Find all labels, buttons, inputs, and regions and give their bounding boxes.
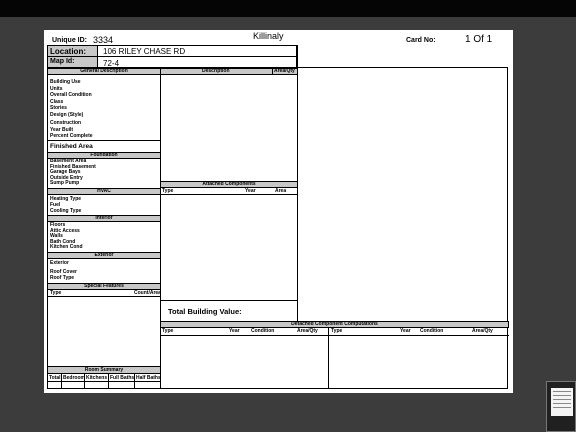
hvac-list xyxy=(50,196,81,214)
divider xyxy=(160,194,298,195)
int-floors: Floors xyxy=(50,222,66,228)
exterior-list xyxy=(50,260,77,281)
detached-condition-column-1: Condition xyxy=(251,328,275,334)
fd-garage-bays: Garage Bays xyxy=(50,169,81,175)
detached-area-qty-column-2: Area/Qty xyxy=(472,328,493,334)
divider xyxy=(160,335,509,336)
gd-class: Class xyxy=(50,98,64,105)
app-top-bar xyxy=(0,0,576,17)
detached-type-column-1: Type xyxy=(162,328,174,334)
divider xyxy=(47,296,161,297)
gd-percent-complete: Percent Complete xyxy=(50,133,93,139)
property-card-page xyxy=(44,30,513,393)
unique-id-label: Unique ID: xyxy=(52,37,87,44)
divider xyxy=(84,373,85,389)
ext-roof-type: Roof Type xyxy=(50,275,75,281)
sf-count-area-column: Count/Area xyxy=(134,290,161,296)
main-frame xyxy=(47,67,508,389)
sf-type-column: Type xyxy=(50,290,62,296)
interior-header: Interior xyxy=(47,215,161,222)
divider xyxy=(553,391,571,392)
fd-outside-entry: Outside Entry xyxy=(50,174,83,181)
room-kitchens-column: Kitchens xyxy=(86,375,108,381)
room-half-baths-column: Half Baths xyxy=(136,375,161,381)
gd-construction: Construction xyxy=(50,120,82,126)
total-building-value-label: Total Building Value: xyxy=(168,307,242,316)
map-label: Map Id: xyxy=(50,58,75,65)
divider xyxy=(108,373,109,389)
int-bath-cond: Bath Cond xyxy=(50,238,76,245)
description-header xyxy=(160,68,298,75)
location-label: Location: xyxy=(50,47,86,56)
detached-area-qty-column-1: Area/Qty xyxy=(297,328,318,334)
hvac-heating-type: Heating Type xyxy=(50,196,82,202)
divider xyxy=(553,395,571,396)
fd-finished-basement: Finished Basement xyxy=(50,163,96,170)
exterior-header: Exterior xyxy=(47,252,161,259)
fd-sump-pump: Sump Pump xyxy=(50,180,80,186)
room-total-column: Total xyxy=(49,375,61,381)
location-value: 106 RILEY CHASE RD xyxy=(103,47,186,56)
divider xyxy=(47,381,161,382)
foundation-list xyxy=(50,159,96,187)
room-full-baths-column: Full Baths xyxy=(110,375,135,381)
int-attic-access: Attic Access xyxy=(50,227,80,234)
divider xyxy=(553,407,571,408)
int-kitchen-cond: Kitchen Cond xyxy=(50,244,83,250)
divider xyxy=(134,373,135,389)
divider xyxy=(328,327,329,389)
description-title: Description xyxy=(202,68,230,74)
divider xyxy=(160,300,298,301)
gd-building-use: Building Use xyxy=(50,79,81,85)
room-summary-header: Room Summary xyxy=(47,366,161,374)
divider xyxy=(553,399,571,400)
hvac-header: HVAC xyxy=(47,188,161,195)
card-number-value: 1 Of 1 xyxy=(465,34,493,45)
general-description-header: General Description xyxy=(47,68,161,75)
town-name: Killinaly xyxy=(253,31,284,41)
detached-condition-column-2: Condition xyxy=(420,328,444,334)
interior-list xyxy=(50,223,83,251)
divider xyxy=(553,403,571,404)
fd-basement-area: Basement Area xyxy=(50,158,87,164)
hvac-cooling-type: Cooling Type xyxy=(50,208,82,214)
gd-units: Units xyxy=(50,85,63,92)
special-features-header: Special Features xyxy=(47,283,161,290)
room-bedroom-column: Bedroom xyxy=(63,375,85,381)
hvac-fuel: Fuel xyxy=(50,202,61,208)
detached-type-column-2: Type xyxy=(331,328,343,334)
finished-area-label: Finished Area xyxy=(50,143,93,150)
gd-design-style: Design (Style) xyxy=(50,111,84,118)
map-value: 72-4 xyxy=(103,59,120,68)
description-area-qty: Area/Qty xyxy=(274,68,295,74)
card-number-label: Card No: xyxy=(406,37,436,44)
ext-roof-cover: Roof Cover xyxy=(50,269,77,275)
detached-year-column-2: Year xyxy=(400,328,411,334)
page-thumbnail[interactable] xyxy=(546,381,576,432)
left-column-divider xyxy=(160,67,161,389)
general-description-list xyxy=(50,79,93,140)
detached-year-column-1: Year xyxy=(229,328,240,334)
foundation-header: Foundation xyxy=(47,152,161,159)
attached-year-column: Year xyxy=(245,188,256,194)
attached-components-header: Attached Components xyxy=(160,181,298,188)
gd-year-built: Year Built xyxy=(50,126,74,133)
attached-area-column: Area xyxy=(275,188,287,194)
divider xyxy=(47,140,161,141)
detached-components-header: Detached Component Computations xyxy=(160,321,509,328)
int-walls: Walls xyxy=(50,233,63,239)
unique-id-value: 3334 xyxy=(93,35,114,45)
gd-overall-condition: Overall Condition xyxy=(50,92,92,98)
divider xyxy=(272,68,273,75)
thumbnail-page-icon xyxy=(551,388,573,416)
attached-type-column: Type xyxy=(162,188,174,194)
ext-exterior: Exterior xyxy=(50,260,69,266)
divider xyxy=(61,373,62,389)
gd-stories: Stories xyxy=(50,105,67,111)
